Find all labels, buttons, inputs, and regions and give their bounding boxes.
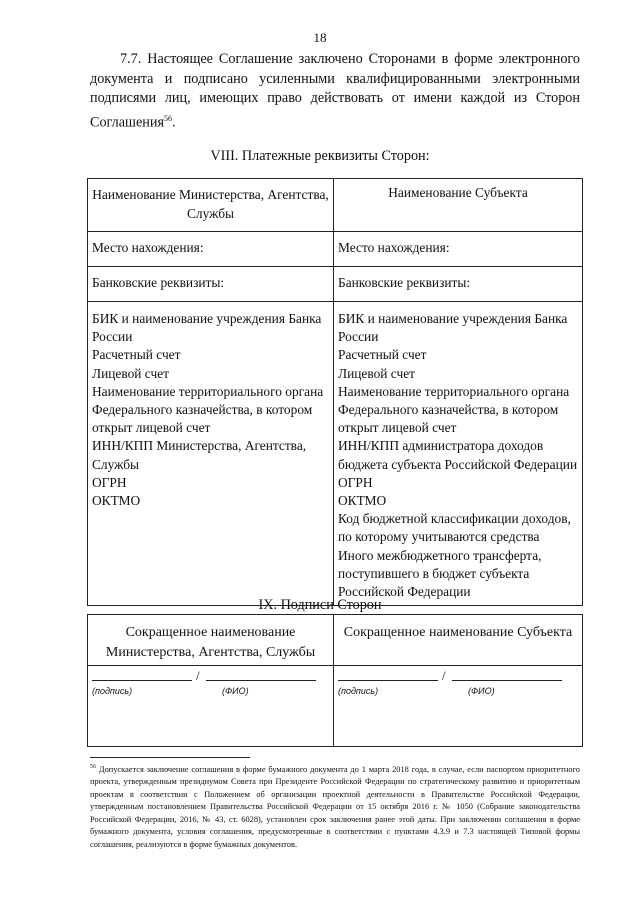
clause-7-7 [90, 50, 580, 133]
signature-caption: (подпись) [92, 686, 133, 696]
right-location-label: Место нахождения: [334, 232, 583, 267]
list-item: ОГРН [92, 474, 127, 490]
right-party-header: Наименование Субъекта [334, 179, 583, 232]
section-viii-title: VIII. Платежные реквизиты Сторон: [210, 148, 430, 164]
name-caption: (ФИО) [468, 686, 495, 696]
list-item: Наименование территориального органа Федерального казначейства, в котором открыт лицевой счет [338, 383, 570, 436]
footnote [90, 761, 580, 851]
footnote-text: Допускается заключение соглашения в форме бумажного документа до 1 марта 2018 года, в случае, если паспортом приоритетного проекта, утвержденным президиумом Совета при Президенте Российской Федерации по стратегическому развитию и приоритетным проектам в соответствии с Положением об организации проектной деятельности в Правительстве Российской Федерации, утвержденным постановлением Правительства Российской Федерации от 15 октября 2016 г. № 1050 (Собрание законодательства Российской Федерации, 2016, № 43, ст. 6028), установлен срок заключения ранее этой даты. При заключении соглашения в форме бумажного документа, условия соглашения, предусмотренные в соответствии с пунктами 4.3.9 и 7.3 настоящей Типовой формы соглашения, реализуются в форме бумажных документов. [90, 764, 580, 849]
name-line [452, 680, 562, 681]
clause-end: . [171, 114, 176, 131]
list-item: ОКТМО [92, 493, 141, 509]
list-item: Расчетный счет [92, 347, 181, 363]
page-number: 18 [313, 30, 327, 45]
payment-details-table [87, 178, 583, 606]
signatures-table [87, 614, 583, 747]
left-bank-details [88, 302, 334, 606]
signature-caption: (подпись) [338, 686, 379, 696]
left-party-header: Наименование Министерства, Агентства, Службы [88, 179, 334, 232]
right-signature-header: Сокращенное наименование Субъекта [334, 615, 583, 666]
list-item: БИК и наименование учреждения Банка России [338, 311, 568, 345]
list-item: Лицевой счет [92, 365, 170, 381]
name-caption: (ФИО) [222, 686, 249, 696]
list-item: Лицевой счет [338, 365, 416, 381]
list-item: ОГРН [338, 474, 373, 490]
signature-line [338, 680, 438, 681]
right-signature-cell [334, 666, 583, 747]
left-signature-cell [88, 666, 334, 747]
section-ix-title: IX. Подписи Сторон [258, 597, 382, 613]
footnote-divider [90, 757, 250, 758]
right-bank-label: Банковские реквизиты: [334, 267, 583, 302]
list-item: ИНН/КПП Министерства, Агентства, Службы [92, 438, 307, 472]
signature-line [92, 680, 192, 681]
left-bank-label: Банковские реквизиты: [88, 267, 334, 302]
right-bank-details [334, 302, 583, 606]
clause-text: 7.7. Настоящее Соглашение заключено Сторонами в форме электронного документа и подписано усиленными квалифицированными электронными подписями лиц, имеющих право действовать от имени каждой из Сторон Соглашения [90, 51, 580, 131]
name-line [206, 680, 316, 681]
left-location-label: Место нахождения: [88, 232, 334, 267]
list-item: ИНН/КПП администратора доходов бюджета субъекта Российской Федерации [338, 438, 578, 472]
separator-slash: / [442, 668, 446, 683]
list-item: Код бюджетной классификации доходов, по которому учитываются средства Иного межбюджетного трансферта, поступившего в бюджет субъекта Российской Федерации [338, 511, 571, 600]
footnote-ref: 56 [163, 113, 172, 123]
list-item: БИК и наименование учреждения Банка России [92, 311, 322, 345]
footnote-number: 56 [90, 764, 96, 770]
separator-slash: / [196, 668, 200, 683]
list-item: Наименование территориального органа Федерального казначейства, в котором открыт лицевой счет [92, 383, 324, 436]
list-item: Расчетный счет [338, 347, 427, 363]
left-signature-header: Сокращенное наименование Министерства, Агентства, Службы [88, 615, 334, 666]
list-item: ОКТМО [338, 493, 387, 509]
